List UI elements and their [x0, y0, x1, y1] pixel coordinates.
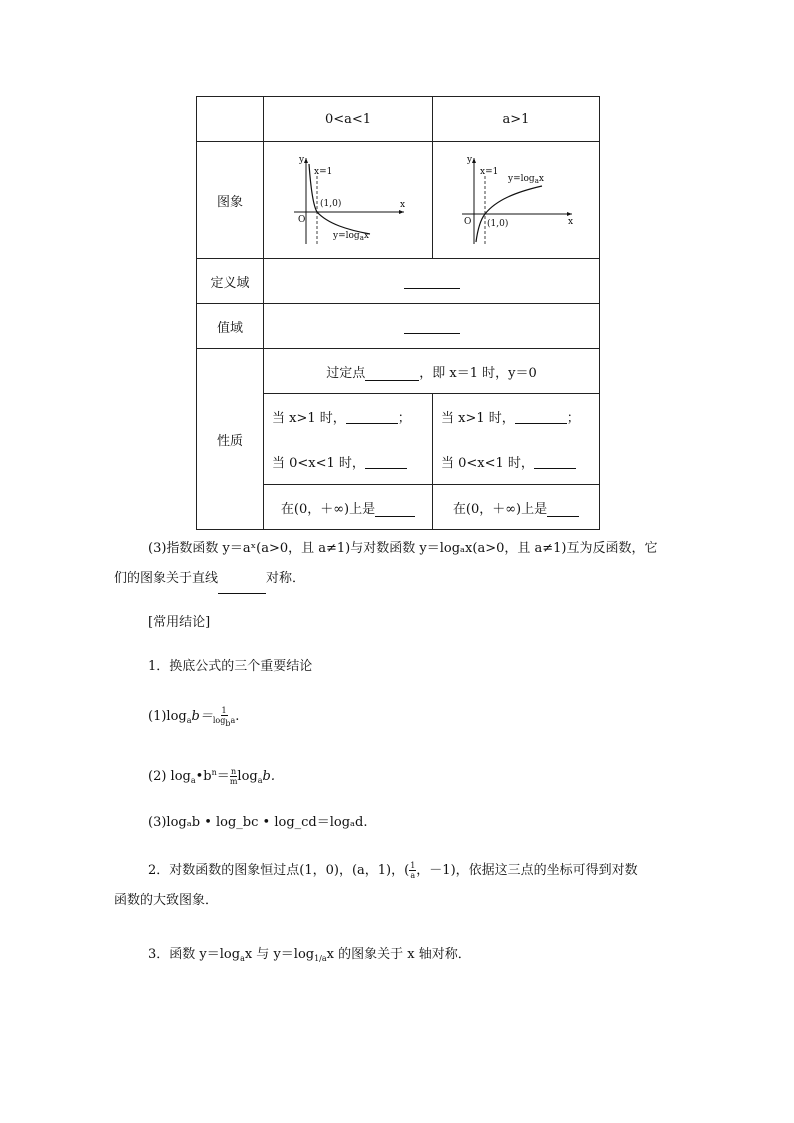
- point-1-0-label: (1,0): [487, 219, 509, 229]
- case2-x-lt-1: 当 0<x<1 时，: [433, 439, 599, 484]
- point-1-0-label: (1,0): [320, 199, 342, 209]
- y-axis-label: y: [299, 155, 305, 165]
- y-axis-label: y: [467, 155, 473, 165]
- blank: [375, 502, 415, 517]
- row-label-properties: 性质: [197, 349, 264, 530]
- row-label-graph: 图象: [197, 142, 264, 259]
- case2-monotonic-cell: 在(0，＋∞)上是: [433, 485, 600, 530]
- row-label-range: 值域: [197, 304, 264, 349]
- case2-x-gt-1: 当 x>1 时， ；: [441, 411, 580, 426]
- row-label-domain: 定义域: [197, 259, 264, 304]
- line-x1-label: x=1: [314, 167, 333, 177]
- graph-case-1-cell: [264, 142, 433, 259]
- graph-increasing-log: [456, 152, 576, 248]
- origin-label: O: [298, 215, 306, 225]
- formula-1: $(1)\log_ab=$ $\frac{1}{\text{logba}}$ .: [148, 705, 240, 728]
- table-corner-cell: [197, 97, 264, 142]
- header-case-a-between-0-1: 0<a<1: [264, 97, 433, 142]
- item-1-title: 1．换底公式的三个重要结论: [148, 659, 313, 674]
- fixed-point-tail: ，即 x＝1 时，y＝0: [419, 365, 537, 381]
- fixed-point-blank: [365, 366, 419, 381]
- section-title: [常用结论]: [148, 615, 211, 630]
- paragraph-line-1: (3)指数函数 y＝aˣ(a>0，且 a≠1)与对数函数 y＝logₐx(a>0，且 a≠1)互为反函数，它: [148, 541, 658, 556]
- graph-decreasing-log: [288, 152, 408, 248]
- item-3: 3．函数 $y=\log_ax$ 与 $y=\log_{1/a}x$ 的图象关于 x 轴对称．: [148, 947, 471, 963]
- item-2-line-1: 2．对数函数的图象恒过点(1，0)，(a，1)，( $\frac{1}{a}$ ，－1)，依据这三点的坐标可得到对数: [148, 861, 638, 880]
- line-x1-label: x=1: [480, 167, 499, 177]
- blank: [515, 409, 567, 424]
- header-case-a-gt-1: a>1: [433, 97, 600, 142]
- symmetry-line-blank: [218, 579, 266, 594]
- paragraph-inverse-function: [114, 534, 680, 594]
- log-function-properties-table: [196, 96, 600, 530]
- blank: [346, 409, 398, 424]
- fixed-point-cell: [264, 349, 600, 394]
- range-blank: [404, 319, 460, 334]
- paragraph-line-2: 们的图象关于直线 对称．: [114, 564, 680, 594]
- case1-monotonic-cell: 在(0，＋∞)上是: [264, 485, 433, 530]
- formula-3: (3)logₐb • log_bc • log_cd＝logₐd.: [148, 815, 368, 830]
- curve-label: $y=\log_ax$: [333, 231, 369, 242]
- blank: [534, 454, 576, 469]
- item-2: [114, 856, 688, 916]
- domain-blank: [404, 274, 460, 289]
- case1-sign-cell: [264, 394, 433, 485]
- x-axis-label: x: [568, 217, 574, 227]
- formula-2: (2) $\log_a•b^n=$ $\frac{n}{m}$ $\log_ab$.: [148, 767, 275, 786]
- case1-x-lt-1: 当 0<x<1 时，: [264, 439, 432, 484]
- case2-sign-cell: [433, 394, 600, 485]
- curve-label: $y=\log_ax$: [508, 174, 544, 185]
- blank: [547, 502, 579, 517]
- domain-blank-cell: [264, 259, 600, 304]
- case1-x-gt-1: 当 x>1 时， ；: [272, 411, 411, 426]
- origin-label: O: [464, 217, 472, 227]
- x-axis-label: x: [400, 200, 406, 210]
- item-2-line-2: 函数的大致图象．: [114, 893, 219, 908]
- blank: [365, 454, 407, 469]
- graph-case-2-cell: [433, 142, 600, 259]
- range-blank-cell: [264, 304, 600, 349]
- fixed-point-text: 过定点: [326, 365, 366, 381]
